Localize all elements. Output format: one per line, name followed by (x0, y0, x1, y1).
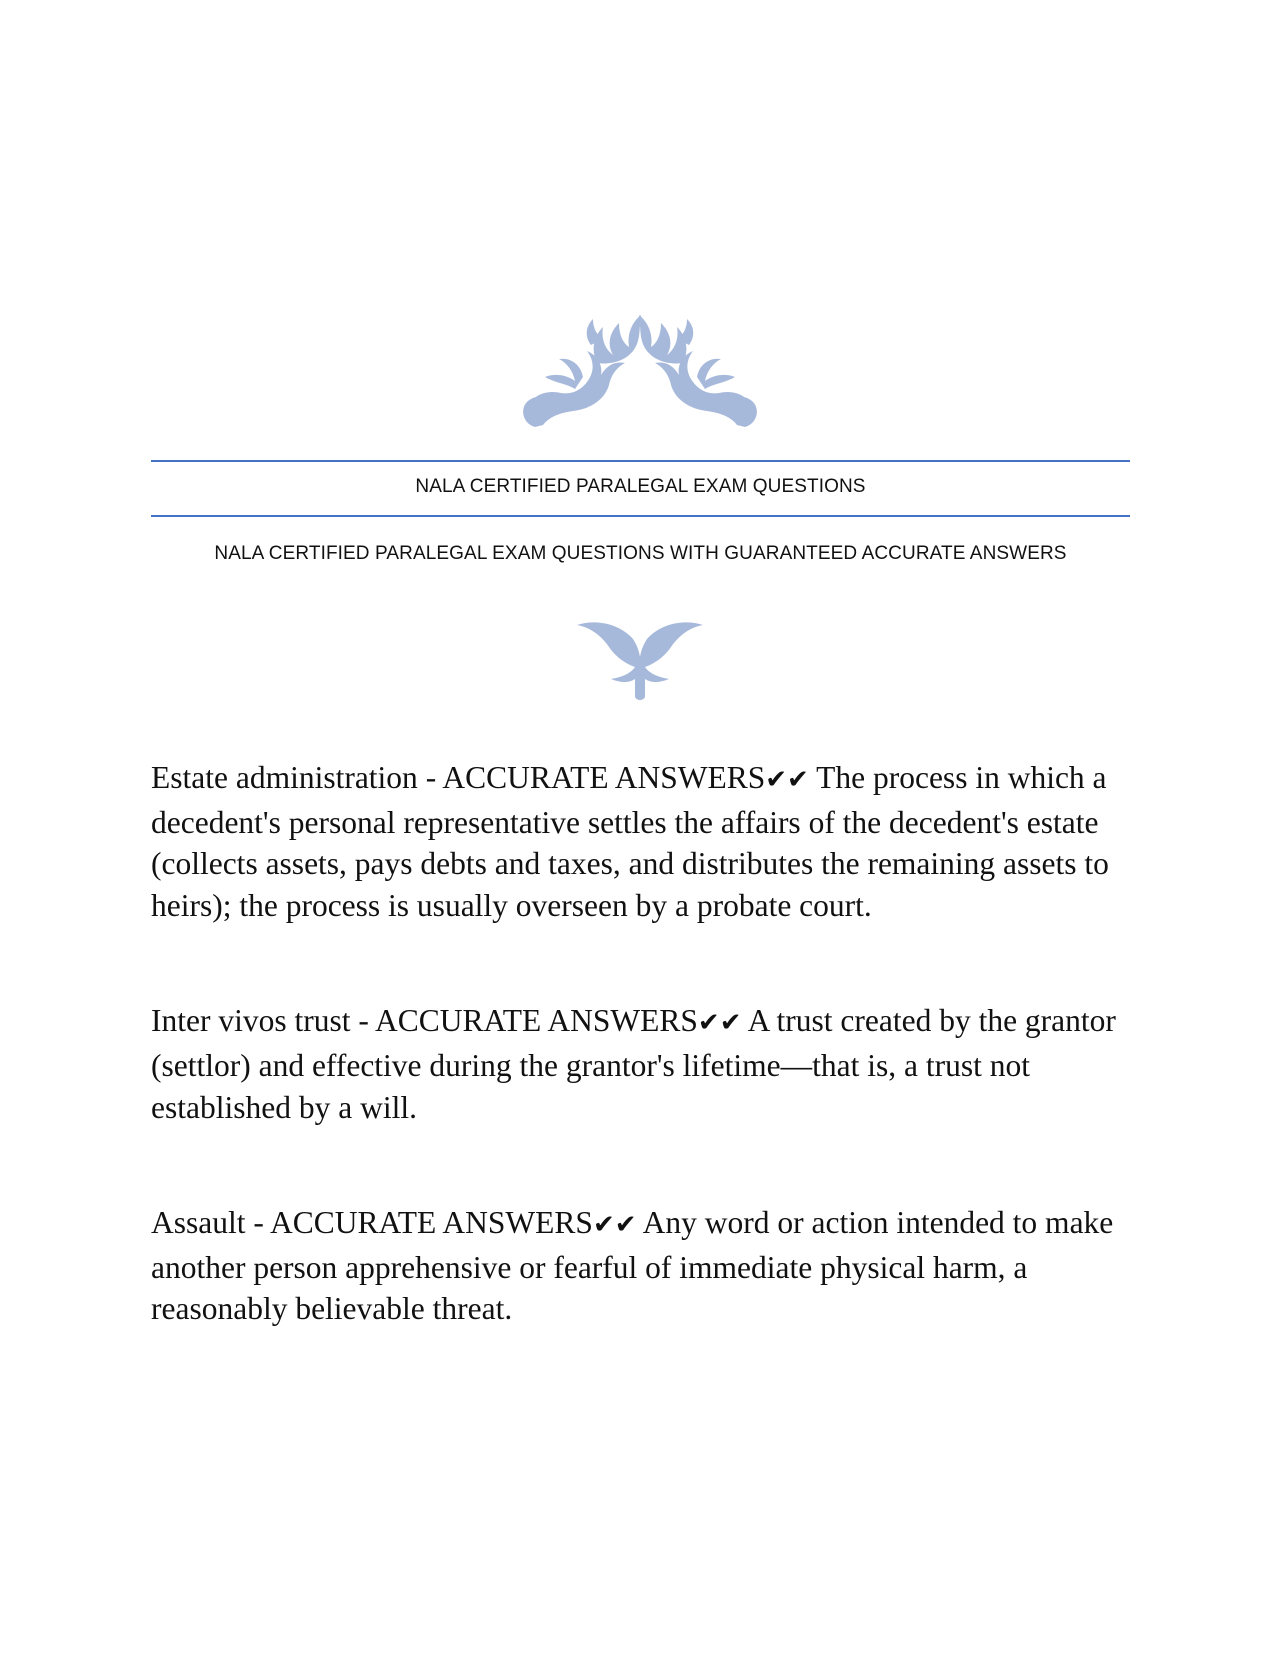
entry-term: Estate administration (151, 760, 418, 795)
entry-separator: - (350, 1003, 375, 1039)
entry-inter-vivos-trust (151, 1000, 1131, 1128)
entry-estate-administration (151, 757, 1131, 926)
checkmark-icon: ✔✔ (765, 765, 809, 795)
entries-list (151, 757, 1131, 1330)
checkmark-icon: ✔✔ (697, 1008, 742, 1039)
header-rule-bottom (151, 515, 1130, 517)
floral-scroll-icon (515, 305, 765, 437)
entry-assault (151, 1202, 1131, 1330)
entry-term: Assault (151, 1205, 246, 1241)
entry-definition: A trust created by the grantor (settlor) and effective during the grantor's lifetime—that is, a trust not established by a will. (151, 1003, 1116, 1125)
entry-definition: Any word or action intended to make another person apprehensive or fearful of immediate physical harm, a reasonably believable threat. (151, 1205, 1114, 1327)
fleuron-icon (575, 617, 705, 701)
entry-marker: ACCURATE ANSWERS (375, 1003, 698, 1039)
entry-separator: - (417, 760, 443, 795)
entry-marker: ACCURATE ANSWERS (270, 1205, 593, 1241)
checkmark-icon: ✔✔ (592, 1210, 637, 1241)
document-subtitle: NALA CERTIFIED PARALEGAL EXAM QUESTIONS WITH GUARANTEED ACCURATE ANSWERS (214, 543, 1067, 564)
entry-separator: - (245, 1205, 271, 1241)
entry-marker: ACCURATE ANSWERS (442, 760, 766, 795)
entry-definition: The process in which a decedent's personal representative settles the affairs of the decedent's estate (collects assets, pays debts and taxes, and distributes the remaining assets to heirs); the process is usually overseen by a probate court. (151, 760, 1109, 923)
header-rule-top (151, 460, 1130, 462)
entry-term: Inter vivos trust (151, 1003, 351, 1039)
header-title: NALA CERTIFIED PARALEGAL EXAM QUESTIONS (415, 476, 866, 497)
